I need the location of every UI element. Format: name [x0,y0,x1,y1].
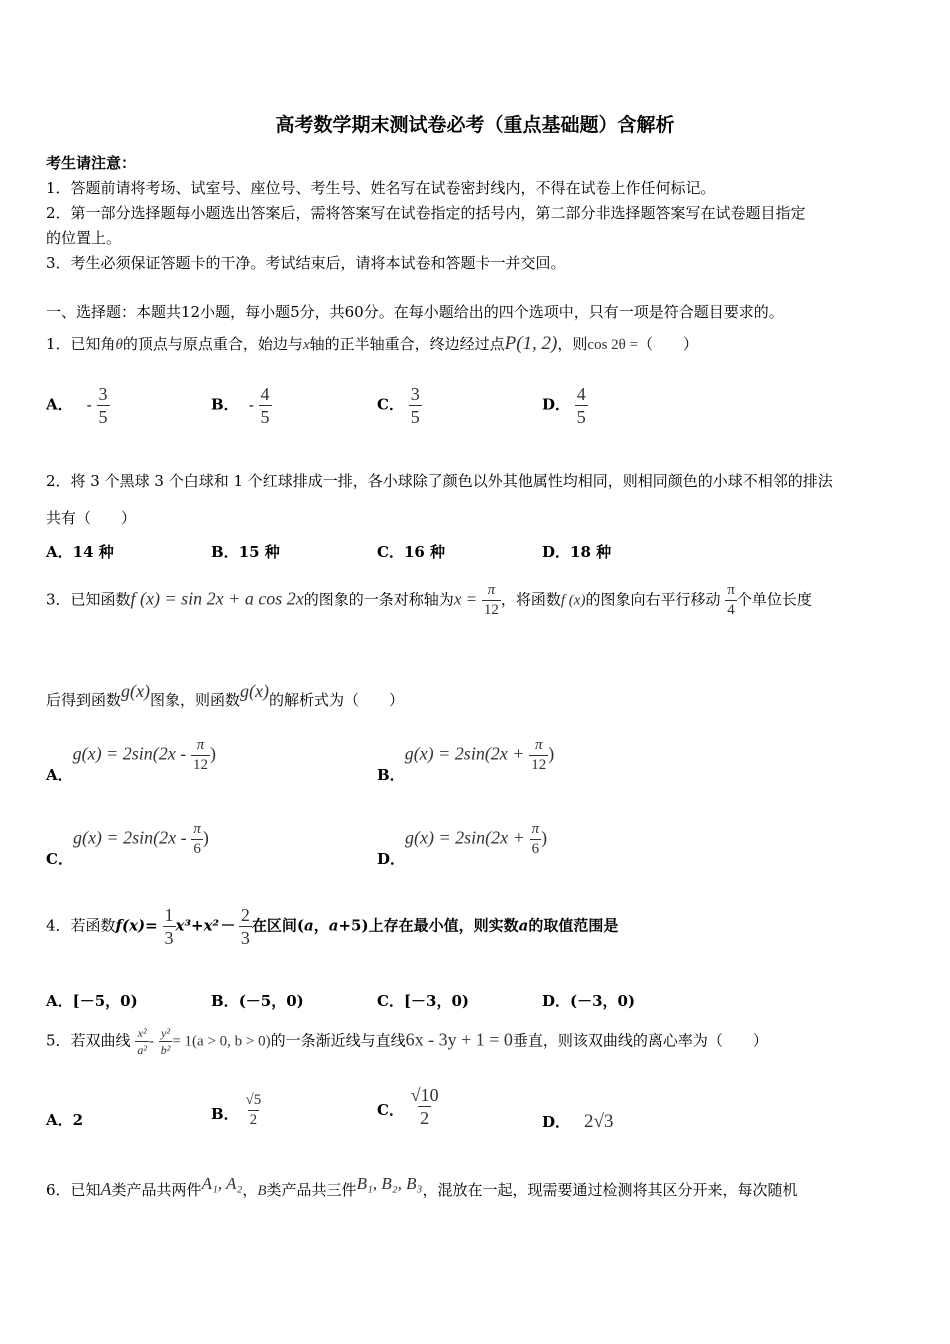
fraction: $\frac{\pi}{6}$ [531,821,540,857]
fraction: $\frac{\pi}{12}$ [531,737,547,773]
fraction: $\frac{\text{y²}}{\text{b²}}$ [160,1026,171,1057]
q3-option-d[interactable]: D．g(x) = 2sin(2x + $\frac{\pi}{6}$ ) [377,821,548,868]
fraction: $\frac{2}{3}$ [240,905,250,948]
q3-option-b[interactable]: B．g(x) = 2sin(2x + $\frac{\pi}{12}$ ) [377,737,555,784]
question-2-line-2: 共有（ ） [46,509,137,527]
fraction: $\frac{\pi}{12}$ [483,582,499,618]
fraction: $\frac{\pi}{6}$ [193,821,201,857]
q2-option-d[interactable]: D．18 种 [542,543,612,561]
q2-option-a[interactable]: A．14 种 [46,543,114,561]
section-heading: 一、选择题：本题共12小题，每小题5分，共60分。在每小题给出的四个选项中，只有一项是符合题目要求的。 [46,303,784,321]
question-2-line-1: 2．将 3 个黑球 3 个白球和 1 个红球排成一排，各小球除了颜色以外其他属性均相同，则相同颜色的小球不相邻的排法 [46,472,833,490]
fraction: $\frac{√10}{2}$ [410,1085,439,1128]
fraction: $\frac{3}{5}$ [410,384,420,427]
q1-option-b[interactable]: B． - $\frac{4}{5}$ [211,384,270,427]
page-title: 高考数学期末测试卷必考（重点基础题）含解析 [275,114,675,136]
fraction: $\frac{√5}{2}$ [245,1092,262,1128]
fraction: $\frac{3}{5}$ [98,384,108,427]
q3-option-a[interactable]: A．g(x) = 2sin(2x - $\frac{\pi}{12}$ ) [46,737,217,784]
fraction: $\frac{4}{5}$ [260,384,270,427]
fraction: $\frac{1}{3}$ [164,905,174,948]
question-5: 5．若双曲线 $\frac{\text{x²}}{\text{a²}}$ - $\frac{\text{y²}}{\text{b²}}$ = 1(a > 0, b > 0)的一条渐近线与直线6x - 3y + 1 = 0垂直，则该双曲线的离心率为（ ） [46,1026,768,1057]
q5-option-a[interactable]: A．2 [46,1111,84,1129]
q5-option-c[interactable]: C． $\frac{√10}{2}$ [377,1085,439,1128]
q2-option-b[interactable]: B．15 种 [211,543,280,561]
q4-option-b[interactable]: B．(－5，0) [211,992,304,1010]
q4-option-c[interactable]: C．[－3，0) [377,992,470,1010]
question-1: 1．已知角θ的顶点与原点重合，始边与x轴的正半轴重合，终边经过点P(1, 2)，则cos 2θ =（ ） [46,333,699,354]
q5-option-d[interactable]: D． 2√3 [542,1111,614,1132]
q4-option-a[interactable]: A．[－5，0) [46,992,138,1010]
q2-option-c[interactable]: C．16 种 [377,543,446,561]
q1-option-a[interactable]: A． - $\frac{3}{5}$ [46,384,108,427]
q3-option-c[interactable]: C．g(x) = 2sin(2x - $\frac{\pi}{6}$ ) [46,821,209,868]
question-3-line-1: 3．已知函数f (x) = sin 2x + a cos 2x的图象的一条对称轴为x = $\frac{\pi}{12}$ ，将函数f (x)的图象向右平行移动 $\frac{\pi}{4}$ 个单位长度 [46,582,812,618]
fraction: $\frac{\pi}{12}$ [193,737,209,773]
notice-item-3: 3．考生必须保证答题卡的干净。考试结束后，请将本试卷和答题卡一并交回。 [46,254,566,272]
notice-heading: 考生请注意： [46,154,137,172]
question-3-line-2: 后得到函数g(x)图象，则函数g(x)的解析式为（ ） [46,681,405,709]
q4-option-d[interactable]: D．(－3，0) [542,992,636,1010]
fraction: $\frac{\pi}{4}$ [727,582,735,618]
q5-option-b[interactable]: B． $\frac{√5}{2}$ [211,1092,262,1128]
q1-option-d[interactable]: D． $\frac{4}{5}$ [542,384,586,427]
notice-item-1: 1．答题前请将考场、试室号、座位号、考生号、姓名写在试卷密封线内，不得在试卷上作任何标记。 [46,179,716,197]
q1-option-c[interactable]: C． $\frac{3}{5}$ [377,384,420,427]
question-6: 6．已知A类产品共两件A₁, A₂，B类产品共三件B₁, B₂, B₃，混放在一起，现需要通过检测将其区分开来，每次随机 [46,1174,798,1199]
notice-item-2a: 2．第一部分选择题每小题选出答案后，需将答案写在试卷指定的括号内，第二部分非选择题答案写在试卷题目指定 [46,204,806,222]
notice-item-2b: 的位置上。 [46,229,122,247]
fraction: $\frac{\text{x²}}{\text{a²}}$ [137,1026,147,1057]
fraction: $\frac{4}{5}$ [576,384,586,427]
question-4: 4．若函数f(x)= $\frac{1}{3}$ x³+x²－ $\frac{2}{3}$ 在区间(a，a+5)上存在最小值，则实数a的取值范围是 [46,905,619,948]
